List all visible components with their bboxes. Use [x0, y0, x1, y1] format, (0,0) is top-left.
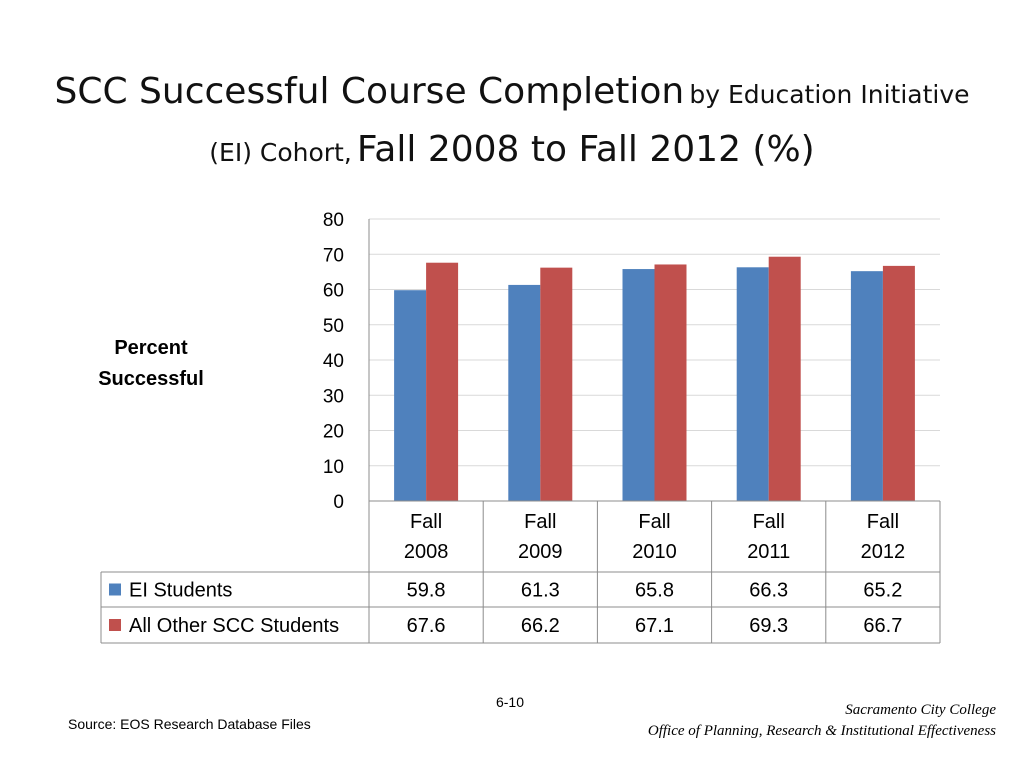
bar-ei-students [623, 269, 655, 501]
x-tick-label: 2011 [747, 541, 791, 563]
source-note: Source: EOS Research Database Files [68, 716, 311, 732]
data-label: 59.8 [406, 579, 446, 602]
title-part-1: SCC Successful Course Completion [54, 71, 685, 112]
y-tick-label: 50 [322, 315, 344, 337]
x-tick-label: Fall [638, 511, 671, 533]
data-label: 66.2 [520, 615, 560, 637]
data-label: 66.7 [863, 615, 903, 637]
legend-label: All Other SCC Students [129, 615, 340, 637]
title-part-3: Fall 2008 to Fall 2012 (%) [356, 129, 815, 170]
x-tick-label: 2009 [518, 541, 563, 563]
bar-all-other-students [769, 257, 801, 501]
x-tick-label: 2008 [403, 541, 449, 563]
data-label: 69.3 [749, 615, 789, 637]
title-part-2: by Education Initiative (EI) Cohort, [209, 80, 970, 167]
data-label: 67.6 [406, 615, 446, 637]
page-number: 6-10 [495, 694, 525, 710]
x-tick-label: Fall [409, 511, 443, 533]
x-tick-label: Fall [524, 511, 557, 533]
x-tick-label: 2012 [860, 541, 906, 563]
data-label: 61.3 [520, 579, 560, 602]
y-tick-label: 10 [322, 456, 344, 478]
bar-ei-students [508, 285, 540, 501]
y-axis-title: Percent Successful [98, 337, 204, 390]
legend-swatch [109, 619, 121, 631]
x-tick-label: Fall [752, 511, 785, 533]
legend-swatch [109, 584, 121, 596]
bar-ei-students [394, 290, 426, 501]
org-office: Office of Planning, Research & Institutional Effectiveness [647, 723, 996, 739]
data-label: 65.8 [635, 579, 674, 602]
y-tick-label: 60 [322, 280, 344, 302]
data-label: 65.2 [863, 579, 903, 602]
y-tick-label: 80 [322, 210, 344, 231]
y-tick-label: 0 [333, 492, 344, 513]
org-name: Sacramento City College [845, 702, 996, 718]
bar-all-other-students [883, 266, 915, 501]
y-tick-label: 70 [322, 245, 344, 267]
legend-label: EI Students [129, 579, 233, 602]
x-tick-label: 2010 [632, 541, 677, 563]
bar-all-other-students [426, 263, 458, 501]
data-label: 66.3 [749, 579, 789, 602]
y-tick-label: 40 [322, 351, 344, 372]
bar-ei-students [737, 267, 769, 501]
bar-ei-students [851, 271, 883, 501]
bar-all-other-students [655, 264, 687, 501]
y-tick-label: 30 [322, 386, 344, 408]
x-tick-label: Fall [866, 511, 900, 533]
data-label: 67.1 [635, 615, 674, 637]
bar-all-other-students [540, 268, 572, 501]
organization-credit [648, 700, 996, 742]
y-tick-label: 20 [322, 421, 344, 443]
